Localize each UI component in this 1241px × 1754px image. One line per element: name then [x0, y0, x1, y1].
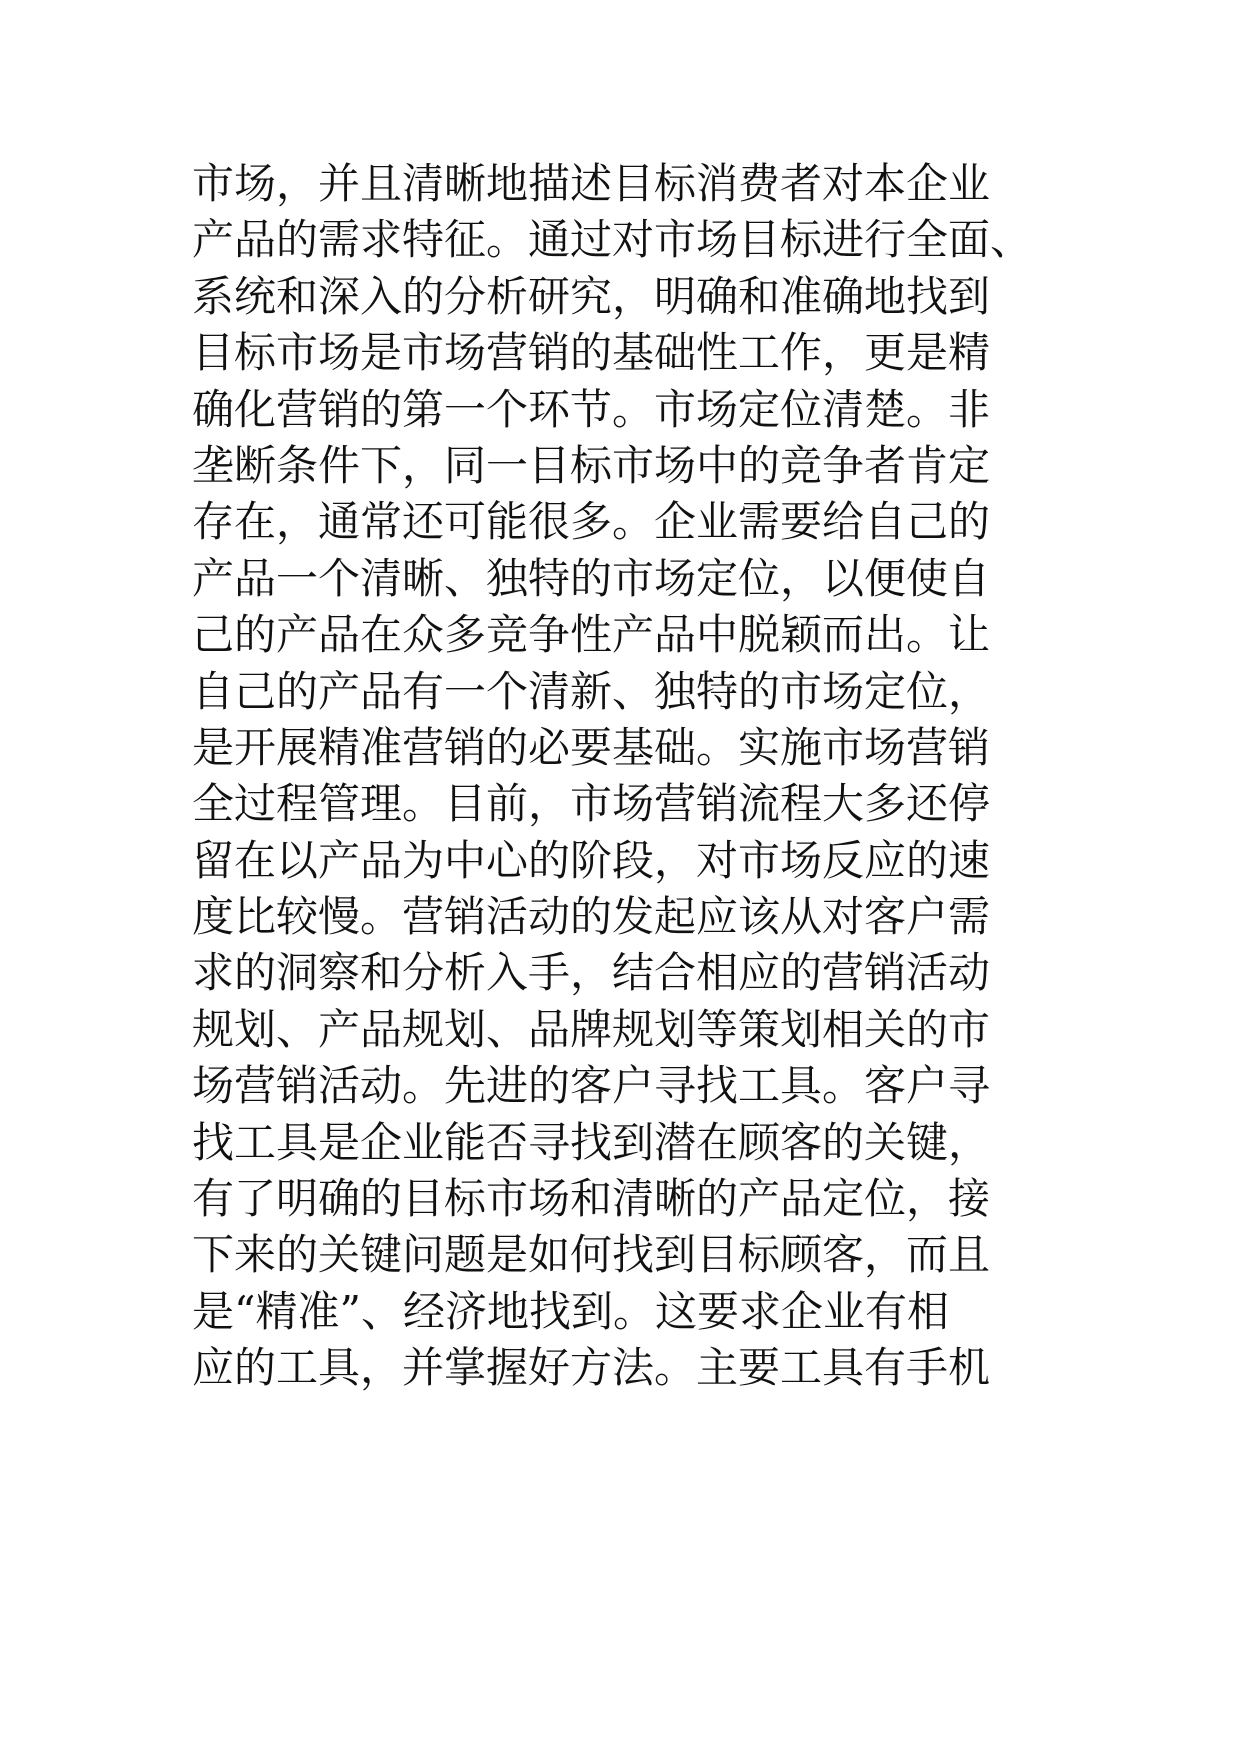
text-line: 产品一个清晰、独特的市场定位，以便使自 [192, 553, 991, 603]
text-line: 全过程管理。目前，市场营销流程大多还停 [192, 779, 991, 829]
text-line: 度比较慢。营销活动的发起应该从对客户需 [192, 892, 991, 942]
text-line: 留在以产品为中心的阶段，对市场反应的速 [192, 835, 991, 885]
body-paragraph [192, 156, 1152, 1397]
text-line: 系统和深入的分析研究，明确和准确地找到 [192, 271, 991, 321]
text-line: 应的工具，并掌握好方法。主要工具有手机 [192, 1343, 991, 1393]
text-line: 垄断条件下，同一目标市场中的竞争者肯定 [192, 440, 991, 490]
text-line: 己的产品在众多竞争性产品中脱颖而出。让 [192, 610, 991, 660]
text-line: 存在，通常还可能很多。企业需要给自己的 [192, 497, 991, 547]
text-line: 是开展精准营销的必要基础。实施市场营销 [192, 722, 991, 772]
text-line: 规划、产品规划、品牌规划等策划相关的市 [192, 1004, 991, 1054]
text-line: 求的洞察和分析入手，结合相应的营销活动 [192, 948, 991, 998]
text-line: 场营销活动。先进的客户寻找工具。客户寻 [192, 1061, 991, 1111]
text-line: 是“精准”、经济地找到。这要求企业有相 [192, 1286, 949, 1336]
text-line: 下来的关键问题是如何找到目标顾客，而且 [192, 1230, 991, 1280]
text-line: 目标市场是市场营销的基础性工作，更是精 [192, 328, 991, 378]
text-line: 确化营销的第一个环节。市场定位清楚。非 [192, 384, 991, 434]
text-line: 有了明确的目标市场和清晰的产品定位，接 [192, 1174, 991, 1224]
text-line: 产品的需求特征。通过对市场目标进行全面、 [192, 215, 1033, 265]
text-line: 市场，并且清晰地描述目标消费者对本企业 [192, 159, 991, 208]
text-line: 找工具是企业能否寻找到潜在顾客的关键， [192, 1117, 991, 1167]
text-line: 自己的产品有一个清新、独特的市场定位， [192, 666, 991, 716]
